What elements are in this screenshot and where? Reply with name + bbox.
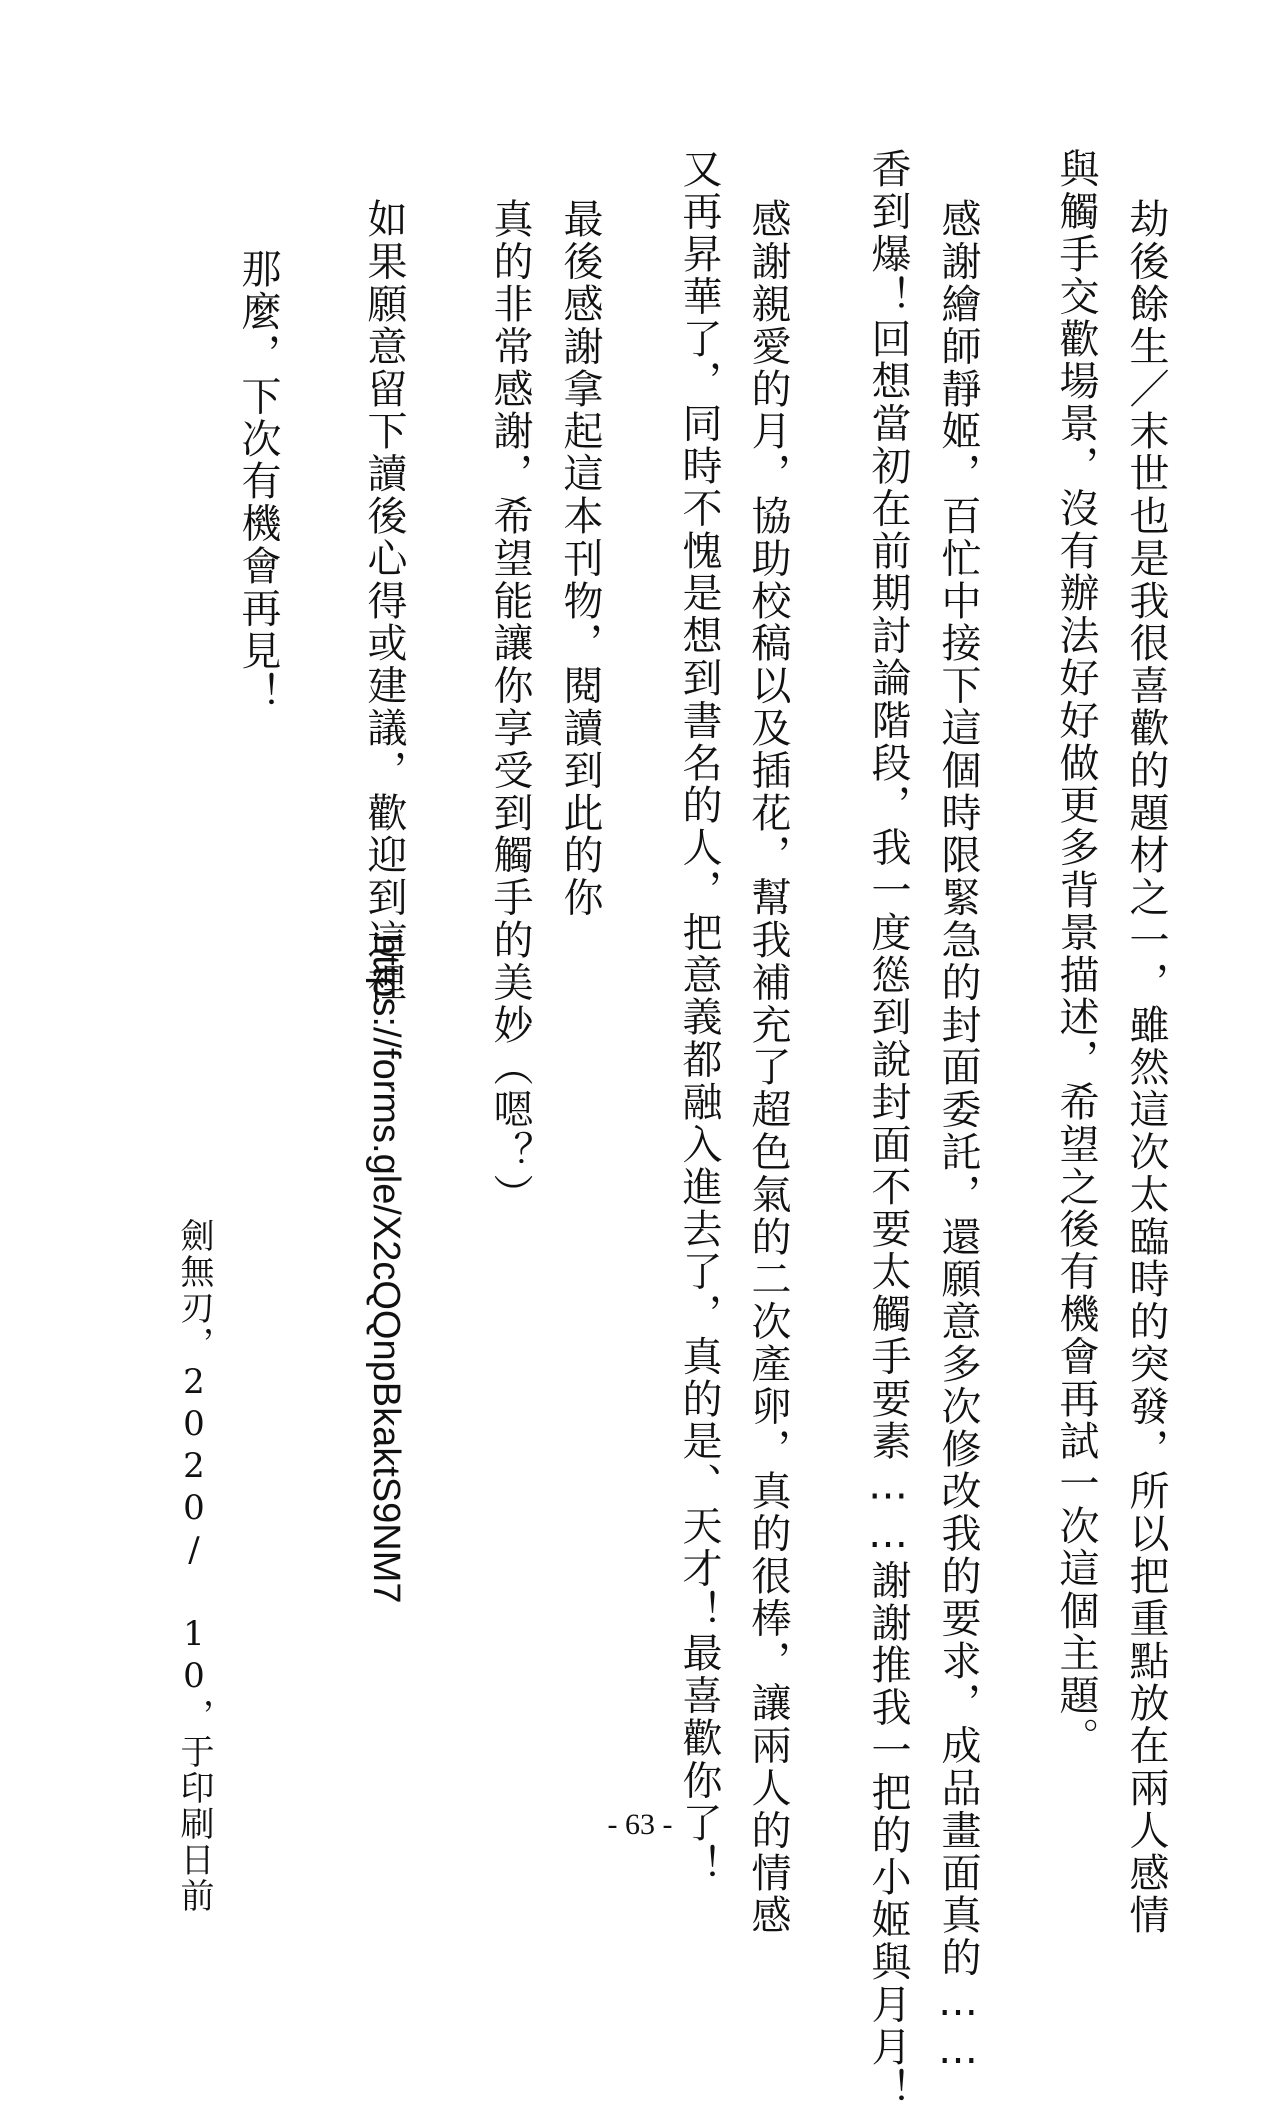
text-column: 劫後餘生／末世也是我很喜歡的題材之一，雖然這次太臨時的突發，所以把重點放在兩人感情 [1123,198,1169,1937]
text-column: 與觸手交歡場景，沒有辦法好好做更多背景描述，希望之後有機會再試一次這個主題。 [1053,148,1099,1760]
text-column: 又再昇華了，同時不愧是想到書名的人，把意義都融入進去了，真的是、天才！最喜歡你了！ [676,148,722,1887]
text-column: 如果願意留下讀後心得或建議，歡迎到這裡 [361,198,407,1004]
page-number: - 63 - [607,1808,673,1841]
text-column: 感謝繪師靜姬，百忙中接下這個時限緊急的封面委託，還願意多次修改我的要求，成品畫面真的…… [935,198,981,2076]
survey-link[interactable]: https://forms.gle/X2cQQnpBkaktS9NM7 [365,934,407,1604]
text-column: 那麼，下次有機會再見！ [235,248,281,715]
author-signature: 劍無刃，2020/ 10，于印刷日前 [174,1218,214,1914]
text-column: 最後感謝拿起這本刊物，閱讀到此的你 [557,198,603,919]
text-column: 香到爆！回想當初在前期討論階段，我一度慫到說封面不要太觸手要素……謝謝推我一把的小姬與月月！ [865,148,911,2110]
text-column: 真的非常感謝，希望能讓你享受到觸手的美妙（嗯？） [487,198,533,1216]
text-column: 感謝親愛的月，協助校稿以及插花，幫我補充了超色氣的二次產卵，真的很棒，讓兩人的情感 [745,198,791,1937]
